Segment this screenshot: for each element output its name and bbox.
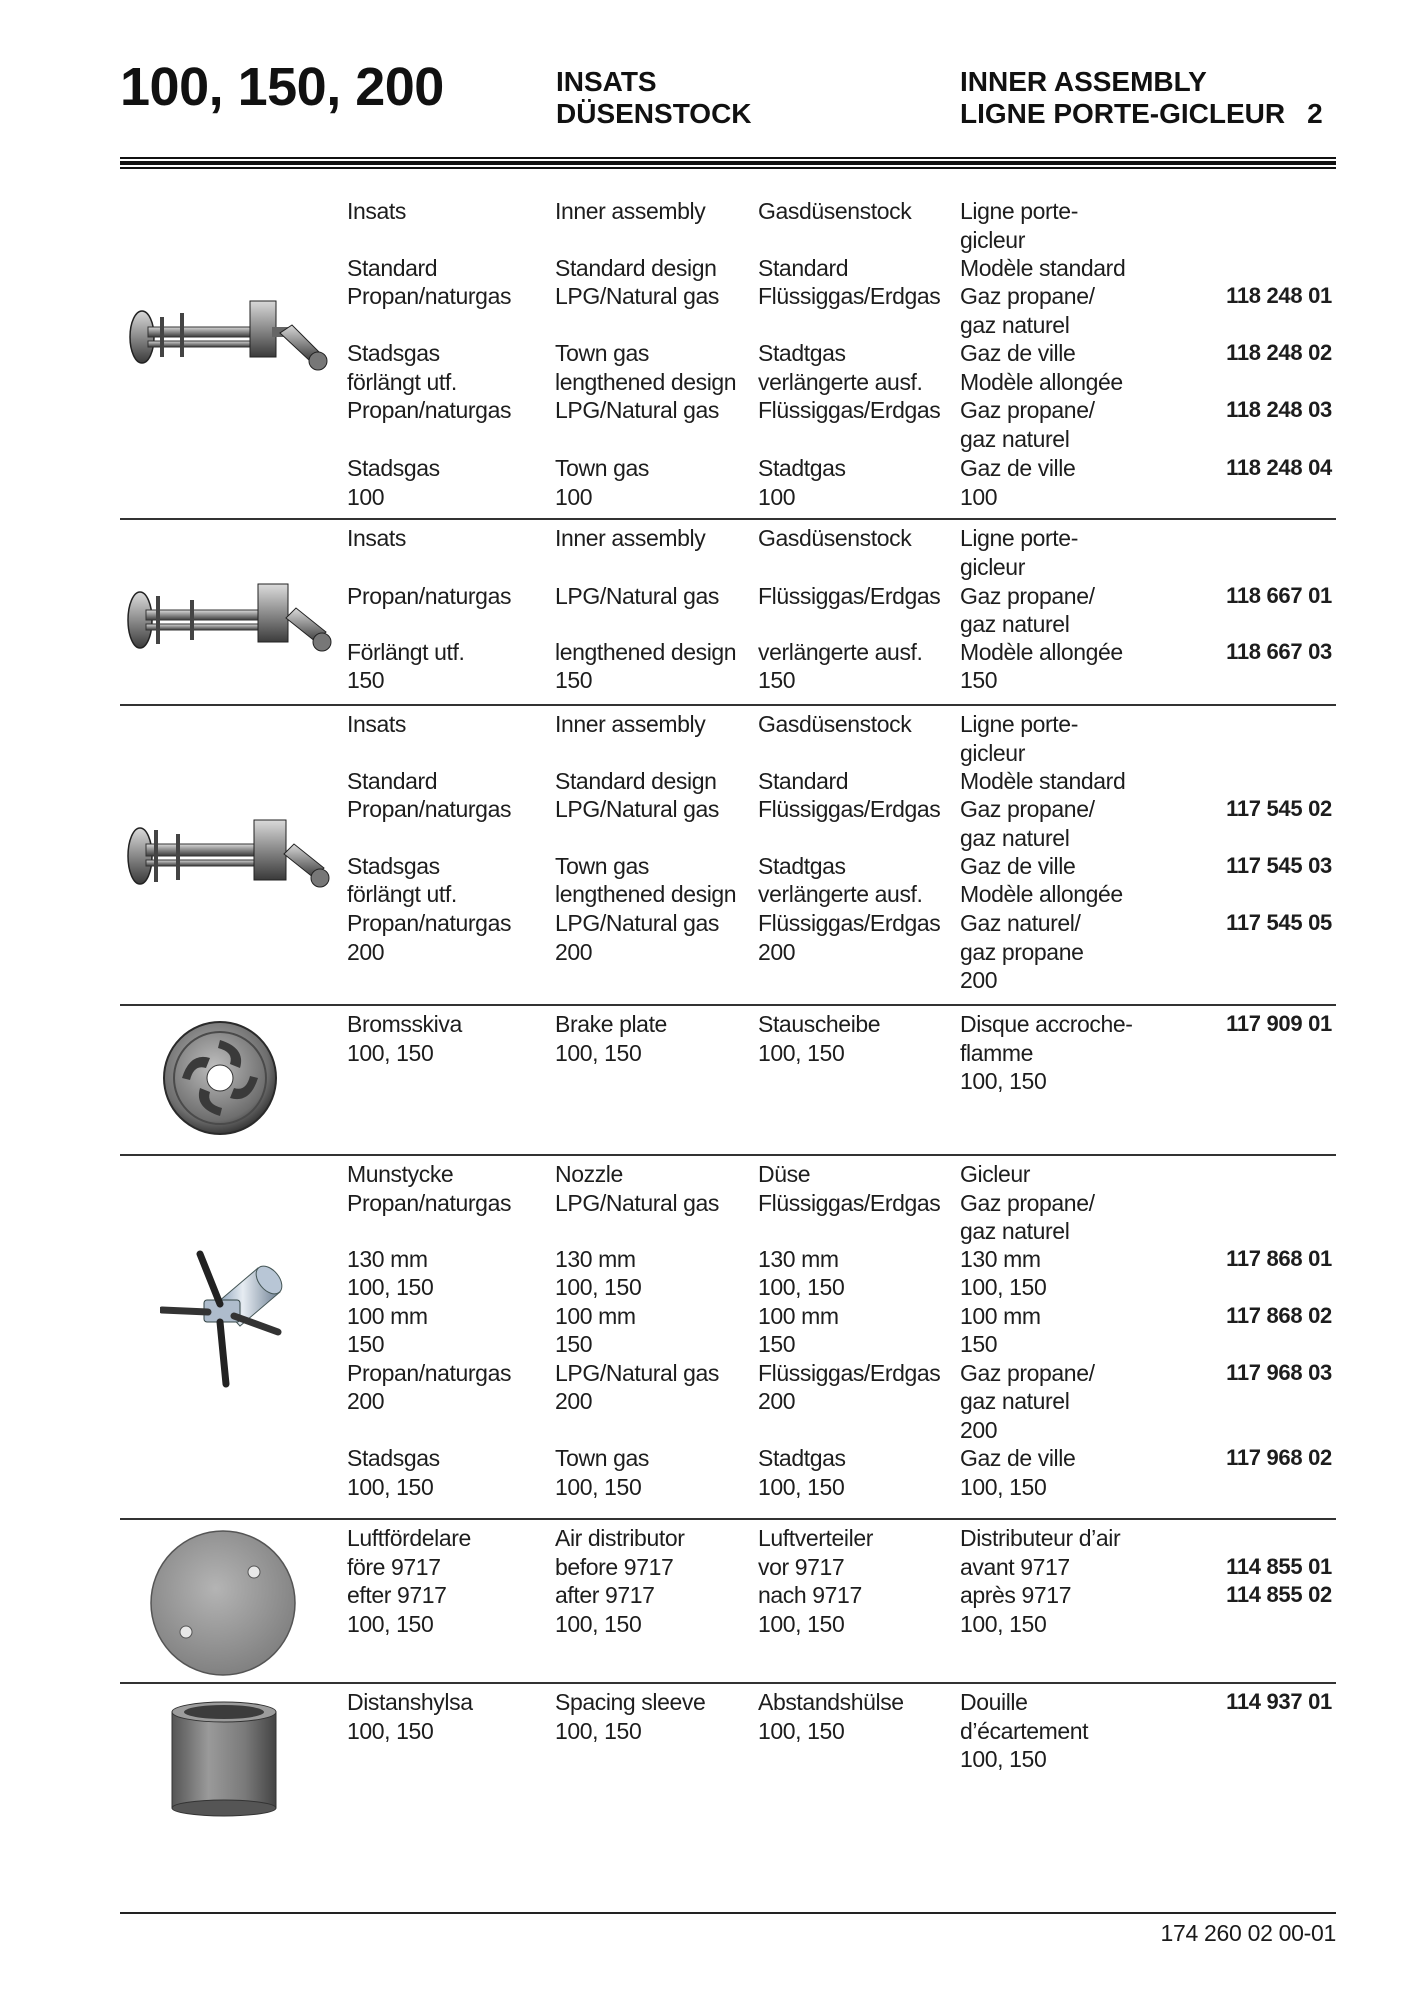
table-row — [120, 1524, 1336, 1552]
cell-english: Town gas — [555, 1445, 649, 1471]
cell-french: Douille — [960, 1689, 1028, 1715]
cell-french: Ligne porte- — [960, 525, 1078, 551]
table-row — [120, 966, 1336, 994]
cell-french: 130 mm — [960, 1246, 1041, 1272]
cell-french: 100, 150 — [960, 1746, 1047, 1772]
cell-german: Flüssiggas/Erdgas — [758, 583, 941, 609]
table-row — [120, 1330, 1336, 1358]
table-row — [120, 553, 1336, 581]
table-row — [120, 1745, 1336, 1773]
cell-swedish: Propan/naturgas — [347, 796, 512, 822]
part-number: 117 545 02 — [1226, 796, 1332, 821]
cell-german: Standard — [758, 255, 849, 281]
table-row — [120, 739, 1336, 767]
table-row — [120, 1160, 1336, 1188]
cell-english: 130 mm — [555, 1246, 636, 1272]
cell-french: après 9717 — [960, 1582, 1072, 1608]
cell-german: Flüssiggas/Erdgas — [758, 283, 941, 309]
cell-swedish: Insats — [347, 711, 406, 737]
cell-french: gaz naturel — [960, 312, 1070, 338]
cell-german: Stadtgas — [758, 340, 846, 366]
cell-german: Stauscheibe — [758, 1011, 881, 1037]
part-number: 117 868 01 — [1226, 1246, 1332, 1271]
cell-english: Standard design — [555, 255, 717, 281]
part-number: 117 545 05 — [1226, 910, 1332, 935]
cell-german: Gasdüsenstock — [758, 525, 912, 551]
cell-french: Gaz de ville — [960, 340, 1076, 366]
cell-french: Gaz de ville — [960, 455, 1076, 481]
table-row — [120, 368, 1336, 396]
cell-french: 200 — [960, 967, 998, 993]
cell-english: 200 — [555, 939, 593, 965]
cell-swedish: Insats — [347, 525, 406, 551]
cell-german: 100, 150 — [758, 1611, 845, 1637]
cell-english: 100 mm — [555, 1303, 636, 1329]
header-fr-title: LIGNE PORTE-GICLEUR 2 — [960, 98, 1323, 129]
table-row — [120, 582, 1336, 610]
cell-german: vor 9717 — [758, 1554, 845, 1580]
table-row — [120, 483, 1336, 511]
table-row — [120, 1473, 1336, 1501]
table-row — [120, 610, 1336, 638]
part-number: 117 868 02 — [1226, 1303, 1332, 1328]
part-number: 117 968 02 — [1226, 1445, 1332, 1470]
cell-english: 100, 150 — [555, 1274, 642, 1300]
cell-french: gicleur — [960, 740, 1025, 766]
table-row — [120, 710, 1336, 738]
part-section-5 — [120, 1154, 1336, 1520]
part-number: 118 667 01 — [1226, 583, 1332, 608]
cell-english: LPG/Natural gas — [555, 1190, 720, 1216]
cell-english: LPG/Natural gas — [555, 283, 720, 309]
cell-french: Gaz propane/ — [960, 1190, 1095, 1216]
cell-german: Flüssiggas/Erdgas — [758, 1360, 941, 1386]
part-section-6 — [120, 1518, 1336, 1684]
cell-french: 100, 150 — [960, 1068, 1047, 1094]
cell-french: 200 — [960, 1417, 998, 1443]
table-row — [120, 254, 1336, 282]
cell-french: Modèle allongée — [960, 369, 1123, 395]
table-row — [120, 1581, 1336, 1609]
cell-swedish: 200 — [347, 939, 385, 965]
cell-swedish: 200 — [347, 1388, 385, 1414]
table-row — [120, 226, 1336, 254]
cell-swedish: förlängt utf. — [347, 369, 457, 395]
cell-english: lengthened design — [555, 369, 737, 395]
cell-german: Flüssiggas/Erdgas — [758, 397, 941, 423]
cell-french: gaz naturel — [960, 1388, 1070, 1414]
cell-german: 100, 150 — [758, 1718, 845, 1744]
cell-swedish: före 9717 — [347, 1554, 441, 1580]
header-rule — [120, 157, 1336, 171]
table-row — [120, 454, 1336, 482]
cell-swedish: förlängt utf. — [347, 881, 457, 907]
cell-french: Ligne porte- — [960, 711, 1078, 737]
part-number: 118 248 03 — [1226, 397, 1332, 422]
part-section-2 — [120, 518, 1336, 706]
cell-german: Gasdüsenstock — [758, 711, 912, 737]
table-row — [120, 1302, 1336, 1330]
cell-german: 100 mm — [758, 1303, 839, 1329]
cell-german: Stadtgas — [758, 455, 846, 481]
table-row — [120, 1717, 1336, 1745]
cell-english: Nozzle — [555, 1161, 623, 1187]
cell-swedish: Propan/naturgas — [347, 1190, 512, 1216]
cell-english: Town gas — [555, 853, 649, 879]
cell-french: gicleur — [960, 554, 1025, 580]
cell-german: Düse — [758, 1161, 811, 1187]
cell-swedish: Propan/naturgas — [347, 397, 512, 423]
part-number: 118 248 02 — [1226, 340, 1332, 365]
cell-german: 200 — [758, 1388, 796, 1414]
cell-swedish: Propan/naturgas — [347, 910, 512, 936]
table-row — [120, 524, 1336, 552]
cell-german: Standard — [758, 768, 849, 794]
cell-swedish: Stadsgas — [347, 455, 440, 481]
cell-english: Town gas — [555, 340, 649, 366]
cell-english: before 9717 — [555, 1554, 674, 1580]
cell-french: 150 — [960, 667, 998, 693]
cell-french: gaz naturel — [960, 1218, 1070, 1244]
header-english-french — [960, 66, 1323, 130]
part-number: 114 937 01 — [1226, 1689, 1332, 1714]
cell-french: Modèle allongée — [960, 881, 1123, 907]
cell-swedish: 100, 150 — [347, 1718, 434, 1744]
table-row — [120, 1444, 1336, 1472]
cell-english: 100 — [555, 484, 593, 510]
cell-german: 150 — [758, 1331, 796, 1357]
cell-swedish: 100, 150 — [347, 1611, 434, 1637]
cell-swedish: 100, 150 — [347, 1474, 434, 1500]
cell-german: 100, 150 — [758, 1274, 845, 1300]
table-row — [120, 1387, 1336, 1415]
cell-swedish: Förlängt utf. — [347, 639, 465, 665]
cell-french: gaz naturel — [960, 825, 1070, 851]
cell-german: Flüssiggas/Erdgas — [758, 1190, 941, 1216]
table-row — [120, 1273, 1336, 1301]
cell-french: Ligne porte- — [960, 198, 1078, 224]
cell-french: flamme — [960, 1040, 1034, 1066]
cell-english: lengthened design — [555, 639, 737, 665]
page-title-models: 100, 150, 200 — [120, 57, 444, 117]
cell-english: Standard design — [555, 768, 717, 794]
table-row — [120, 824, 1336, 852]
table-row — [120, 396, 1336, 424]
cell-swedish: Propan/naturgas — [347, 583, 512, 609]
part-section-4 — [120, 1004, 1336, 1156]
table-row — [120, 767, 1336, 795]
header-de-title: DÜSENSTOCK — [556, 98, 752, 129]
cell-swedish: Standard — [347, 255, 438, 281]
cell-german: 100, 150 — [758, 1040, 845, 1066]
table-row — [120, 425, 1336, 453]
table-row — [120, 197, 1336, 225]
cell-english: LPG/Natural gas — [555, 397, 720, 423]
table-row — [120, 1688, 1336, 1716]
part-number: 117 909 01 — [1226, 1011, 1332, 1036]
cell-english: LPG/Natural gas — [555, 796, 720, 822]
table-row — [120, 1416, 1336, 1444]
cell-english: 200 — [555, 1388, 593, 1414]
table-row — [120, 638, 1336, 666]
table-row — [120, 909, 1336, 937]
cell-french: gaz naturel — [960, 611, 1070, 637]
part-section-3 — [120, 704, 1336, 1006]
header-swedish-german — [556, 66, 752, 130]
cell-french: avant 9717 — [960, 1554, 1070, 1580]
cell-french: Gaz propane/ — [960, 397, 1095, 423]
cell-french: 100, 150 — [960, 1274, 1047, 1300]
part-number: 117 545 03 — [1226, 853, 1332, 878]
document-number: 174 260 02 00-01 — [1160, 1920, 1336, 1946]
table-row — [120, 1067, 1336, 1095]
table-row — [120, 1610, 1336, 1638]
cell-german: Flüssiggas/Erdgas — [758, 910, 941, 936]
cell-english: lengthened design — [555, 881, 737, 907]
cell-swedish: Propan/naturgas — [347, 1360, 512, 1386]
cell-swedish: 100 — [347, 484, 385, 510]
cell-french: Gaz propane/ — [960, 283, 1095, 309]
cell-french: gaz propane — [960, 939, 1084, 965]
cell-swedish: efter 9717 — [347, 1582, 447, 1608]
cell-french: Gaz naturel/ — [960, 910, 1081, 936]
cell-swedish: 100, 150 — [347, 1040, 434, 1066]
cell-english: Brake plate — [555, 1011, 667, 1037]
header-en-title: INNER ASSEMBLY — [960, 66, 1207, 97]
table-row — [120, 339, 1336, 367]
cell-german: Stadtgas — [758, 853, 846, 879]
table-row — [120, 1189, 1336, 1217]
cell-german: verlängerte ausf. — [758, 881, 923, 907]
cell-german: nach 9717 — [758, 1582, 862, 1608]
cell-french: 100, 150 — [960, 1474, 1047, 1500]
cell-english: Spacing sleeve — [555, 1689, 706, 1715]
cell-swedish: Bromsskiva — [347, 1011, 462, 1037]
cell-english: 100, 150 — [555, 1611, 642, 1637]
cell-english: Inner assembly — [555, 525, 706, 551]
table-row — [120, 852, 1336, 880]
cell-swedish: 150 — [347, 667, 385, 693]
cell-french: 100 — [960, 484, 998, 510]
cell-swedish: 150 — [347, 1331, 385, 1357]
cell-english: LPG/Natural gas — [555, 1360, 720, 1386]
part-section-1 — [120, 193, 1336, 518]
part-number: 114 855 01 — [1226, 1554, 1332, 1579]
part-number: 114 855 02 — [1226, 1582, 1332, 1607]
cell-french: 100 mm — [960, 1303, 1041, 1329]
cell-french: Gaz propane/ — [960, 1360, 1095, 1386]
cell-swedish: Propan/naturgas — [347, 283, 512, 309]
cell-french: Gaz propane/ — [960, 796, 1095, 822]
header-sv-title: INSATS — [556, 66, 657, 97]
cell-english: 150 — [555, 1331, 593, 1357]
cell-french: Modèle allongée — [960, 639, 1123, 665]
cell-german: 150 — [758, 667, 796, 693]
table-row — [120, 1553, 1336, 1581]
cell-swedish: Distanshylsa — [347, 1689, 473, 1715]
cell-german: Stadtgas — [758, 1445, 846, 1471]
table-row — [120, 1359, 1336, 1387]
table-row — [120, 1217, 1336, 1245]
cell-swedish: Munstycke — [347, 1161, 454, 1187]
cell-english: Town gas — [555, 455, 649, 481]
table-row — [120, 938, 1336, 966]
table-row — [120, 795, 1336, 823]
cell-swedish: Stadsgas — [347, 1445, 440, 1471]
table-row — [120, 666, 1336, 694]
part-number: 118 248 04 — [1226, 455, 1332, 480]
cell-english: 150 — [555, 667, 593, 693]
cell-german: 100, 150 — [758, 1474, 845, 1500]
table-row — [120, 880, 1336, 908]
cell-german: Flüssiggas/Erdgas — [758, 796, 941, 822]
cell-german: verlängerte ausf. — [758, 369, 923, 395]
cell-english: 100, 150 — [555, 1718, 642, 1744]
part-number: 117 968 03 — [1226, 1360, 1332, 1385]
table-row — [120, 1010, 1336, 1038]
cell-german: Gasdüsenstock — [758, 198, 912, 224]
cell-english: Inner assembly — [555, 711, 706, 737]
page-number: 2 — [1307, 98, 1323, 129]
cell-french: gaz naturel — [960, 426, 1070, 452]
cell-french: Modèle standard — [960, 255, 1126, 281]
cell-french: gicleur — [960, 227, 1025, 253]
footer-rule — [120, 1912, 1336, 1914]
cell-german: Luftverteiler — [758, 1525, 873, 1551]
cell-swedish: Stadsgas — [347, 340, 440, 366]
cell-german: verlängerte ausf. — [758, 639, 923, 665]
cell-french: 150 — [960, 1331, 998, 1357]
cell-french: Modèle standard — [960, 768, 1126, 794]
cell-french: Gaz de ville — [960, 853, 1076, 879]
part-number: 118 248 01 — [1226, 283, 1332, 308]
table-row — [120, 282, 1336, 310]
cell-english: Inner assembly — [555, 198, 706, 224]
cell-french: Distributeur d’air — [960, 1525, 1121, 1551]
cell-english: LPG/Natural gas — [555, 910, 720, 936]
cell-french: d’écartement — [960, 1718, 1089, 1744]
cell-english: Air distributor — [555, 1525, 685, 1551]
cell-french: Gaz propane/ — [960, 583, 1095, 609]
cell-swedish: 100 mm — [347, 1303, 428, 1329]
cell-swedish: 130 mm — [347, 1246, 428, 1272]
cell-german: 200 — [758, 939, 796, 965]
part-number: 118 667 03 — [1226, 639, 1332, 664]
cell-german: Abstandshülse — [758, 1689, 904, 1715]
cell-english: LPG/Natural gas — [555, 583, 720, 609]
table-row — [120, 1039, 1336, 1067]
cell-french: Gaz de ville — [960, 1445, 1076, 1471]
cell-swedish: Luftfördelare — [347, 1525, 471, 1551]
cell-swedish: 100, 150 — [347, 1274, 434, 1300]
cell-swedish: Insats — [347, 198, 406, 224]
cell-english: 100, 150 — [555, 1474, 642, 1500]
table-row — [120, 311, 1336, 339]
part-section-7 — [120, 1682, 1336, 1854]
cell-german: 130 mm — [758, 1246, 839, 1272]
cell-french: 100, 150 — [960, 1611, 1047, 1637]
cell-french: Gicleur — [960, 1161, 1031, 1187]
cell-french: Disque accroche- — [960, 1011, 1133, 1037]
cell-swedish: Standard — [347, 768, 438, 794]
cell-english: 100, 150 — [555, 1040, 642, 1066]
table-row — [120, 1245, 1336, 1273]
cell-german: 100 — [758, 484, 796, 510]
cell-swedish: Stadsgas — [347, 853, 440, 879]
cell-english: after 9717 — [555, 1582, 655, 1608]
